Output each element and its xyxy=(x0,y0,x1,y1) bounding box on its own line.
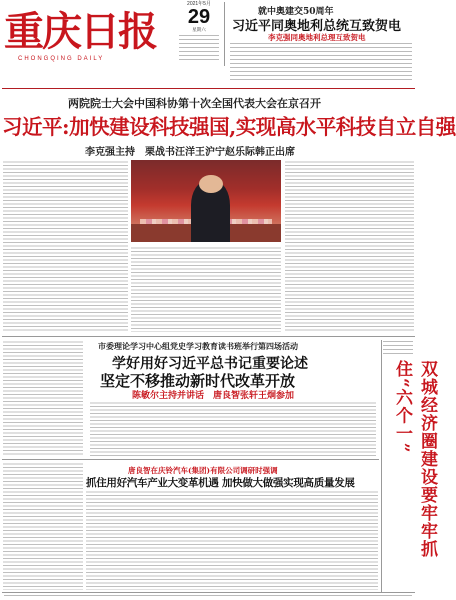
masthead-pinyin: CHONGQING DAILY xyxy=(18,56,105,62)
second-title-line1[interactable]: 学好用好习近平总书记重要论述 xyxy=(112,356,308,372)
second-kicker[interactable]: 市委理论学习中心组党史学习教育读书班举行第四场活动 xyxy=(98,341,298,351)
date-year-month: 2021年5月 xyxy=(187,1,211,7)
left-brief-column xyxy=(3,340,83,456)
masthead-rule xyxy=(2,88,415,89)
second-body xyxy=(90,401,376,456)
lead-kicker[interactable]: 两院院士大会中国科协第十次全国代表大会在京召开 xyxy=(68,97,321,110)
lead-photo xyxy=(131,160,281,242)
lead-body-col-3 xyxy=(285,160,414,332)
second-title-line2[interactable]: 坚定不移推动新时代改革开放 xyxy=(100,372,296,390)
date-block xyxy=(175,0,223,33)
top-story-kicker[interactable]: 就中奥建交50周年 xyxy=(258,7,334,17)
third-title[interactable]: 抓住用好汽车产业大变革机遇 加快做大做强实现高质量发展 xyxy=(86,477,355,489)
masthead-logo: 重庆日报 xyxy=(4,8,156,55)
section-rule xyxy=(2,336,415,337)
lead-body-col-2 xyxy=(131,246,281,332)
lead-subtitle[interactable]: 李克强主持 栗战书汪洋王沪宁赵乐际韩正出席 xyxy=(85,147,295,158)
lead-body-col-1 xyxy=(3,160,128,332)
side-label xyxy=(383,340,415,358)
divider xyxy=(224,2,225,66)
date-weekday: 星期六 xyxy=(192,27,206,32)
top-story-title[interactable]: 习近平同奥地利总统互致贺电 xyxy=(232,19,402,34)
third-kicker[interactable]: 唐良智在庆铃汽车(集团)有限公司调研时强调 xyxy=(128,466,278,475)
side-title[interactable]: 双城经济圈建设要牢牢抓住“六个一” xyxy=(392,360,437,558)
second-subtitle[interactable]: 陈敏尔主持并讲话 唐良智张轩王炯参加 xyxy=(132,391,295,401)
lead-title[interactable]: 习近平:加快建设科技强国,实现高水平科技自立自强 xyxy=(2,115,456,139)
date-details xyxy=(179,34,219,60)
footer-text xyxy=(4,594,412,598)
third-body xyxy=(86,490,378,590)
top-story-body xyxy=(230,42,412,82)
top-story-subtitle[interactable]: 李克强同奥地利总理互致贺电 xyxy=(268,33,366,42)
side-divider xyxy=(381,340,382,592)
third-left-body xyxy=(3,462,83,590)
date-day: 29 xyxy=(187,6,211,28)
footer-rule xyxy=(2,592,415,593)
section-rule-2 xyxy=(2,459,379,460)
